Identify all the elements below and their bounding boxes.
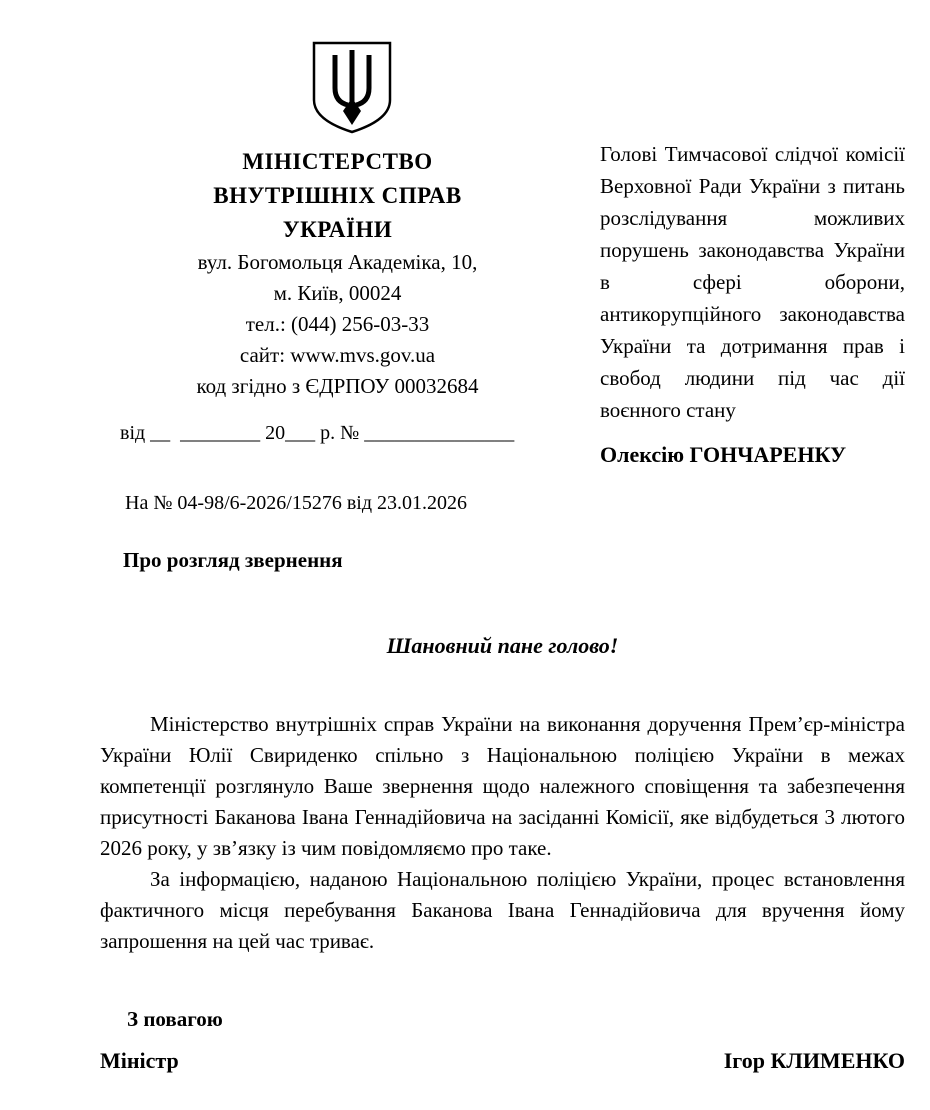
subject-line: Про розгляд звернення [123,548,343,572]
signature-row [100,1048,905,1074]
city-postal-code: м. Київ, 00024 [273,281,402,305]
coat-of-arms-icon [307,40,397,135]
ministry-name-line: ВНУТРІШНІХ СПРАВ [213,183,462,208]
body-paragraph-2: За інформацією, наданою Національною поліцією України, процес встановлення фактичного місця перебування Баканова Івана Геннадійовича для вручення йому запрошення на цей час триває. [100,867,905,953]
letterhead-left-column [100,40,575,518]
signer-name: Ігор КЛИМЕНКО [723,1048,905,1073]
edrpou-code: код згідно з ЄДРПОУ 00032684 [196,374,479,398]
body-paragraph-1: Міністерство внутрішніх справ України на виконання доручення Прем’єр-міністра України Юлії Свириденко спільно з Національною поліцією України в межах компетенції розглянуло Ваше звернення щодо належного сповіщення та забезпечення присутності Баканова Івана Геннадійовича на засіданні Комісії, яке відбудеться 3 лютого 2026 року, у зв’язку із чим повідомляємо про таке. [100,712,905,860]
ministry-name-line: МІНІСТЕРСТВО [242,149,433,174]
ministry-name [100,145,575,247]
addressee-position-text: Голові Тимчасової слідчої комісії Верховної Ради України з питань розслідування можливих порушень законодавства України в сфері оборони, антикорупційного законодавства України та дотримання прав і свобод людини під час дії воєнного стану [600,142,905,422]
signer-title: Міністр [100,1048,179,1073]
outgoing-date-number-line: від __ ________ 20___ р. № _______________ [120,422,515,444]
addressee-name: Олексію ГОНЧАРЕНКУ [600,442,847,467]
salutation: Шановний пане голово! [386,633,619,658]
phone-number: тел.: (044) 256-03-33 [245,312,430,336]
addressee-block [600,138,905,470]
closing-phrase: З повагою [127,1007,223,1031]
website: сайт: www.mvs.gov.ua [239,343,436,367]
street-address: вул. Богомольця Академіка, 10, [197,250,478,274]
ministry-name-line: УКРАЇНИ [282,217,393,242]
incoming-reference-line: На № 04-98/6-2026/15276 від 23.01.2026 [125,492,468,514]
ministry-address-block [100,247,575,402]
letterhead [100,40,905,518]
